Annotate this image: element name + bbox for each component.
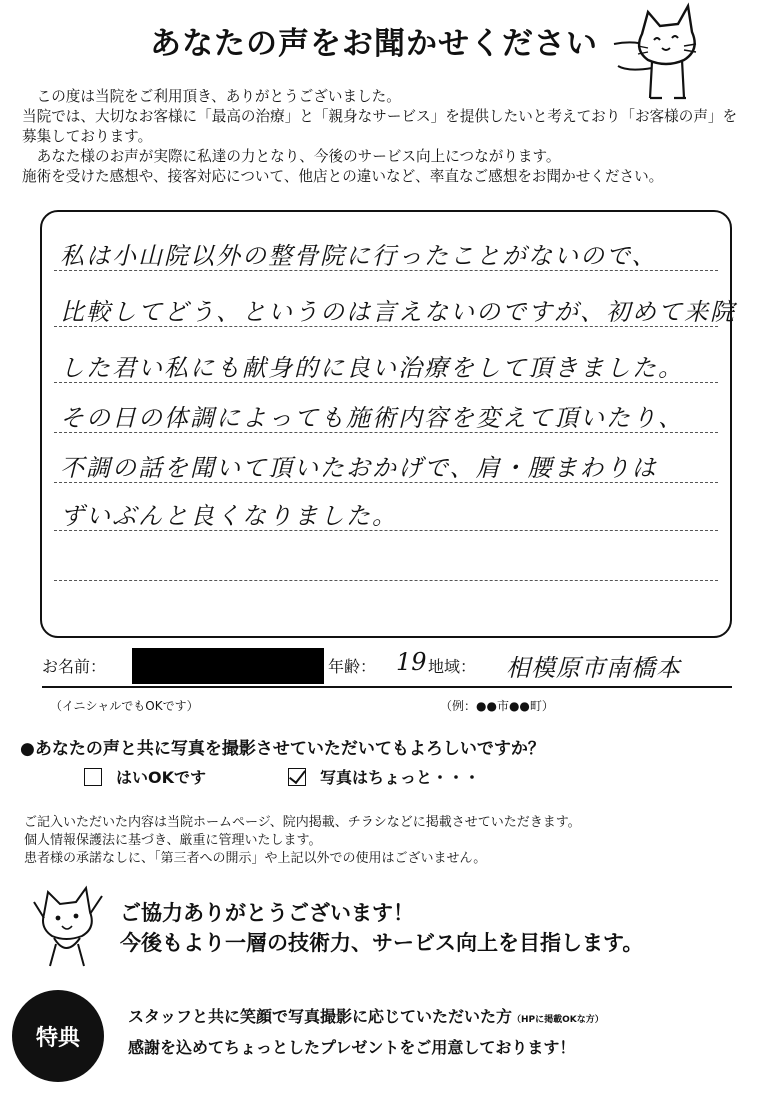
- perk-text: [128, 1003, 604, 1062]
- ruled-line: [54, 432, 718, 433]
- intro-line-3: あなた様のお声が実際に私達の力となり、今後のサービス向上につながります。: [22, 148, 561, 165]
- area-value: 相模原市南橋本: [506, 654, 681, 682]
- photo-option-no: [288, 765, 480, 788]
- checkbox-unchecked-icon: [84, 768, 102, 786]
- age-label: 年齢：: [328, 657, 377, 676]
- perk-note: （HPに掲載OKな方）: [512, 1015, 604, 1025]
- ruled-line: [54, 270, 718, 271]
- photo-question: ●あなたの声と共に写真を撮影させていただいてもよろしいですか？: [20, 739, 545, 759]
- handwritten-line-4: その日の体調によっても施術内容を変えて頂いたり、: [60, 404, 684, 432]
- handwritten-line-1: 私は小山院以外の整骨院に行ったことがないので、: [60, 242, 658, 270]
- handwritten-line-6: ずいぶんと良くなりました。: [60, 502, 398, 530]
- ruled-line: [54, 530, 718, 531]
- form-underline: [42, 686, 732, 688]
- ruled-line: [54, 580, 718, 581]
- option-no-label: 写真はちょっと・・・: [320, 768, 481, 787]
- note-line-2: 個人情報保護法に基づき、厳重に管理いたします。: [24, 833, 322, 848]
- checkbox-checked-icon: [288, 768, 306, 786]
- photo-option-yes: [84, 765, 206, 788]
- name-label: お名前：: [42, 657, 107, 676]
- name-hint: （イニシャルでもOKです）: [50, 699, 199, 713]
- privacy-notes: [24, 814, 744, 868]
- age-value: 19: [396, 648, 427, 676]
- perk-line-1: スタッフと共に笑顔で写真撮影に応じていただいた方: [128, 1007, 513, 1026]
- intro-text: [22, 87, 748, 187]
- ruled-line: [54, 382, 718, 383]
- note-line-3: 患者様の承諾なしに、「第三者への開示」や上記以外での使用はございません。: [24, 851, 487, 866]
- page-title: あなたの声をお聞かせください: [150, 26, 598, 62]
- ruled-line: [54, 482, 718, 483]
- testimonial-box: [40, 210, 736, 638]
- intro-line-1: この度は当院をご利用頂き、ありがとうございました。: [22, 88, 401, 105]
- thanks-line-2: 今後もより一層の技術力、サービス向上を目指します。: [120, 931, 644, 955]
- thanks-message: [120, 898, 643, 958]
- note-line-1: ご記入いただいた内容は当院ホームページ、院内掲載、チラシなどに掲載させていただきます。: [24, 815, 581, 830]
- option-yes-label: はいOKです: [116, 768, 207, 787]
- handwritten-line-3: した君い私にも献身的に良い治療をして頂きました。: [60, 354, 684, 382]
- area-hint: （例：●●市●●町）: [440, 699, 554, 713]
- redacted-name: [132, 648, 324, 684]
- intro-line-2: 当院では、大切なお客様に「最高の治療」と「親身なサービス」を提供したいと考えており「お客様の声」を募集しております。: [22, 108, 738, 145]
- thanks-line-1: ご協力ありがとうございます！: [120, 901, 414, 925]
- handwritten-line-2: 比較してどう、というのは言えないのですが、初めて来院: [60, 298, 736, 326]
- perk-line-2: 感謝を込めてちょっとしたプレゼントをご用意しております！: [128, 1038, 576, 1057]
- perk-badge: 特典: [12, 990, 104, 1082]
- intro-line-4: 施術を受けた感想や、接客対応について、他店との違いなど、率直なご感想をお聞かせください。: [22, 168, 664, 185]
- ruled-line: [54, 326, 718, 327]
- name-age-area-row: [42, 648, 732, 684]
- area-label: 地域：: [428, 657, 477, 676]
- handwritten-line-5: 不調の話を聞いて頂いたおかげで、肩・腰まわりは: [60, 454, 658, 482]
- cheering-cat-icon: [30, 884, 110, 974]
